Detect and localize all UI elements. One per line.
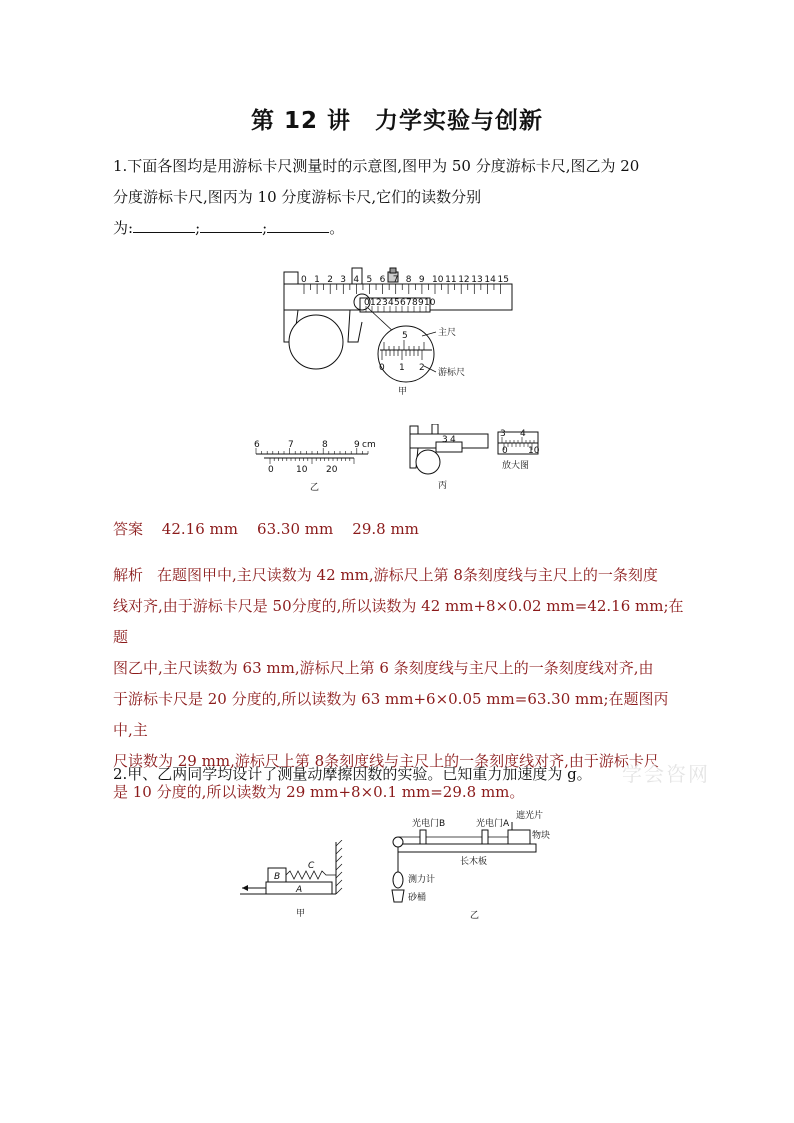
main-tick-label: 9	[418, 275, 425, 285]
analysis-label: 解析	[113, 566, 144, 584]
answer-value-1: 42.16 mm	[161, 520, 238, 538]
vernier-tick-label: 10	[424, 298, 436, 308]
separator-2: ;	[262, 219, 268, 237]
block-label: 物块	[532, 831, 551, 841]
vernier-tick-label: 8	[412, 298, 418, 308]
analysis-line-3: 图乙中,主尺读数为 63 mm,游标尺上第 6 条刻度线与主尺上的一条刻度线对齐,由	[113, 659, 654, 677]
spring-c-label: C	[308, 861, 315, 871]
zoom-vernier-2: 2	[419, 363, 425, 373]
question-1-prefix: 为:	[113, 219, 134, 237]
analysis-line-6: 是 10 分度的,所以读数为 29 mm+8×0.1 mm=29.8 mm。	[113, 783, 525, 801]
vernier-tick-label: 4	[388, 298, 394, 308]
answer-blank-1	[133, 218, 195, 233]
answer-value-3: 29.8 mm	[352, 520, 419, 538]
vernier-tick-label: 1	[370, 298, 376, 308]
vernier-scale-label: 游标尺	[438, 368, 466, 378]
photogate-b-label: 光电门B	[412, 819, 446, 829]
main-tick-label: 10	[432, 275, 444, 285]
main-tick-label: 3	[340, 275, 347, 285]
bing-zoom-vernier-0: 0	[502, 446, 508, 456]
answer-label: 答案	[113, 520, 144, 538]
page-title: 第 12 讲 力学实验与创新	[250, 108, 544, 134]
yi-vernier-tick-0: 0	[268, 465, 274, 475]
board-label: 长木板	[460, 857, 488, 867]
yi-vernier-tick-10: 10	[296, 465, 308, 475]
question-1-line-2: 分度游标卡尺,图丙为 10 分度游标卡尺,它们的读数分别	[113, 188, 482, 206]
block-b-label: B	[274, 872, 281, 882]
vernier-scale-ticks-yi	[270, 458, 354, 464]
friction-yi-caption: 乙	[470, 911, 480, 921]
question-1-line-1: 1.下面各图均是用游标卡尺测量时的示意图,图甲为 50 分度游标卡尺,图乙为 20	[113, 157, 640, 175]
figure-friction-yi	[382, 806, 554, 922]
figure-caliper-jia	[276, 262, 516, 402]
main-tick-label: 14	[484, 275, 496, 285]
main-tick-label: 4	[353, 275, 360, 285]
figure-scale-yi	[250, 436, 380, 496]
figure-bing-caption: 丙	[438, 481, 448, 491]
zoom-main-label: 5	[402, 331, 408, 341]
vernier-tick-label: 5	[394, 298, 400, 308]
dynamometer-label: 测力计	[408, 875, 436, 885]
question-2: 2.甲、乙两同学均设计了测量动摩擦因数的实验。已知重力加速度为 g。	[113, 765, 592, 783]
photogate-a-label: 光电门A	[476, 819, 510, 829]
answer-value-2: 63.30 mm	[257, 520, 334, 538]
analysis-line-4: 于游标卡尺是 20 分度的,所以读数为 63 mm+6×0.05 mm=63.30 mm;在题图丙中,主	[113, 690, 669, 739]
vernier-tick-label: 0	[364, 298, 370, 308]
vernier-tick-label: 2	[376, 298, 382, 308]
bing-zoom-vernier-10: 10	[528, 446, 540, 456]
figure-jia-caption: 甲	[398, 387, 408, 397]
bing-zoom-main-4: 4	[520, 429, 526, 439]
vernier-tick-label: 7	[406, 298, 412, 308]
shade-plate-label: 遮光片	[516, 811, 544, 821]
question-1-line-3	[113, 213, 683, 244]
vernier-tick-label: 6	[400, 298, 406, 308]
bing-small-tick-3: 3	[442, 435, 448, 445]
main-tick-label: 0	[301, 275, 307, 285]
main-tick-label: 8	[405, 275, 412, 285]
main-tick-label: 1	[314, 275, 320, 285]
vernier-tick-label: 9	[418, 298, 424, 308]
figure-yi-caption: 乙	[310, 483, 320, 493]
sentence-end: 。	[329, 219, 345, 237]
main-tick-label: 5	[366, 275, 373, 285]
yi-vernier-tick-20: 20	[326, 465, 338, 475]
figure-caliper-bing	[404, 424, 554, 494]
main-tick-label: 2	[327, 275, 333, 285]
analysis-line-1	[113, 560, 688, 591]
figure-friction-jia	[232, 840, 352, 920]
main-tick-label: 12	[458, 275, 470, 285]
answer-blank-3	[267, 218, 329, 233]
block-a-label: A	[296, 885, 303, 895]
main-tick-label: 6	[379, 275, 386, 285]
main-tick-label: 13	[471, 275, 483, 285]
bing-zoom-main-3: 3	[500, 429, 506, 439]
vernier-tick-label: 3	[382, 298, 388, 308]
yi-unit: cm	[362, 440, 376, 450]
question-1	[113, 151, 683, 244]
main-tick-label: 7	[392, 275, 399, 285]
watermark: 学会咨网	[622, 762, 710, 786]
analysis-line-5: 尺读数为 29 mm,游标尺上第 8条刻度线与主尺上的一条刻度线对齐,由于游标卡尺	[113, 752, 659, 770]
yi-main-tick-7: 7	[288, 440, 294, 450]
yi-main-tick-8: 8	[322, 440, 328, 450]
main-scale-label: 主尺	[438, 328, 457, 338]
yi-main-tick-6: 6	[254, 440, 260, 450]
main-scale-ticks-yi	[256, 448, 368, 454]
sand-bucket-label: 砂桶	[408, 893, 427, 903]
answer-line	[113, 514, 683, 545]
analysis-line-2: 线对齐,由于游标卡尺是 50分度的,所以读数为 42 mm+8×0.02 mm=42.16 mm;在题	[113, 597, 684, 646]
analysis-text-1: 在题图甲中,主尺读数为 42 mm,游标尺上第 8条刻度线与主尺上的一条刻度	[157, 566, 658, 584]
yi-main-tick-9: 9	[354, 440, 360, 450]
answer-blank-2	[200, 218, 262, 233]
main-tick-label: 15	[497, 275, 509, 285]
main-tick-label: 11	[445, 275, 457, 285]
bing-small-tick-4: 4	[450, 435, 456, 445]
zoom-vernier-0: 0	[379, 363, 385, 373]
separator-1: ;	[195, 219, 201, 237]
friction-jia-caption: 甲	[296, 909, 306, 919]
zoom-caption: 放大图	[502, 461, 530, 471]
zoom-vernier-1: 1	[399, 363, 405, 373]
